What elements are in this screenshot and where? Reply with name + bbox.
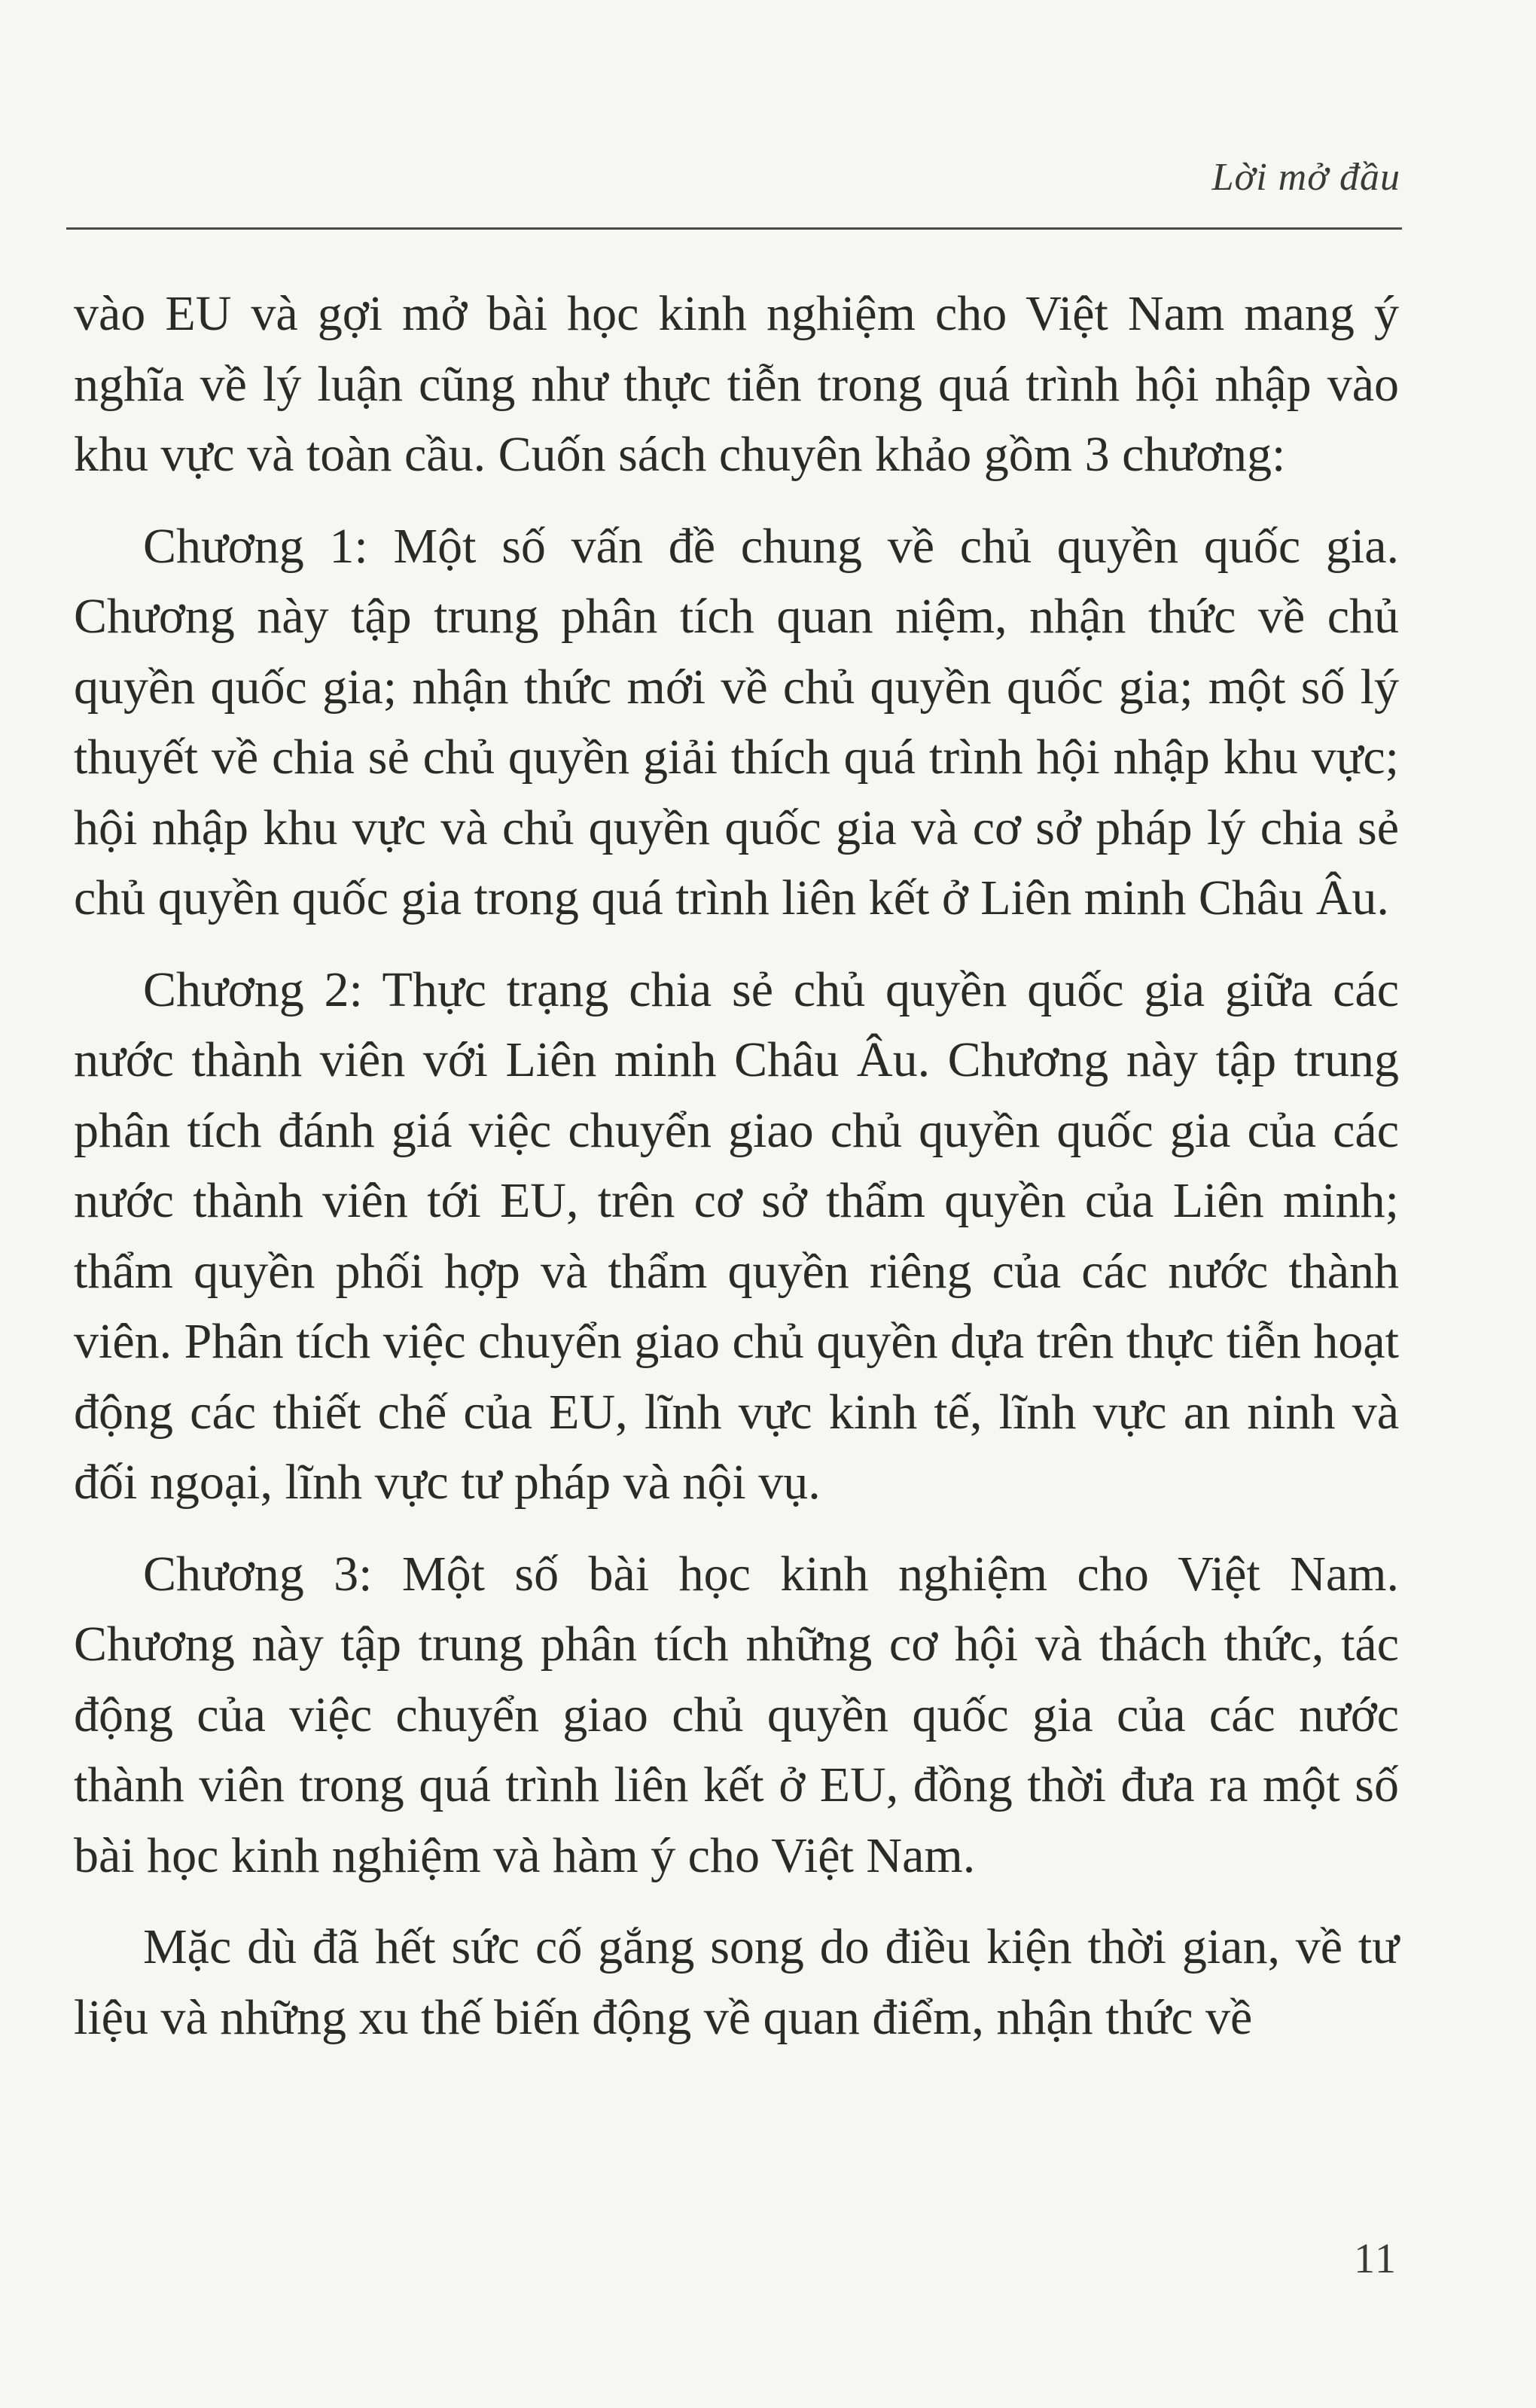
- running-header: Lời mở đầu: [1211, 156, 1400, 199]
- paragraph-chapter-1: Chương 1: Một số vấn đề chung về chủ quyền quốc gia. Chương này tập trung phân tích quan niệm, nhận thức về chủ quyền quốc gia; nhận thức mới về chủ quyền quốc gia; một số lý thuyết về chia sẻ chủ quyền giải thích quá trình hội nhập khu vực; hội nhập khu vực và chủ quyền quốc gia và cơ sở pháp lý chia sẻ chủ quyền quốc gia trong quá trình liên kết ở Liên minh Châu Âu.: [74, 518, 1399, 925]
- header-divider: [66, 227, 1402, 230]
- body-text: [74, 279, 1399, 2074]
- paragraph-chapter-2: Chương 2: Thực trạng chia sẻ chủ quyền quốc gia giữa các nước thành viên với Liên minh Châu Âu. Chương này tập trung phân tích đánh giá việc chuyển giao chủ quyền quốc gia của các nước thành viên tới EU, trên cơ sở thẩm quyền của Liên minh; thẩm quyền phối hợp và thẩm quyền riêng của các nước thành viên. Phân tích việc chuyển giao chủ quyền dựa trên thực tiễn hoạt động các thiết chế của EU, lĩnh vực kinh tế, lĩnh vực an ninh và đối ngoại, lĩnh vực tư pháp và nội vụ.: [74, 962, 1399, 1510]
- paragraph-intro-continuation: vào EU và gợi mở bài học kinh nghiệm cho Việt Nam mang ý nghĩa về lý luận cũng như thực tiễn trong quá trình hội nhập vào khu vực và toàn cầu. Cuốn sách chuyên khảo gồm 3 chương:: [74, 286, 1399, 482]
- page-number: 11: [1354, 2236, 1397, 2282]
- paragraph-closing: Mặc dù đã hết sức cố gắng song do điều kiện thời gian, về tư liệu và những xu thế biến động về quan điểm, nhận thức về: [74, 1919, 1399, 2045]
- paragraph-chapter-3: Chương 3: Một số bài học kinh nghiệm cho Việt Nam. Chương này tập trung phân tích những cơ hội và thách thức, tác động của việc chuyển giao chủ quyền quốc gia của các nước thành viên trong quá trình liên kết ở EU, đồng thời đưa ra một số bài học kinh nghiệm và hàm ý cho Việt Nam.: [74, 1546, 1399, 1883]
